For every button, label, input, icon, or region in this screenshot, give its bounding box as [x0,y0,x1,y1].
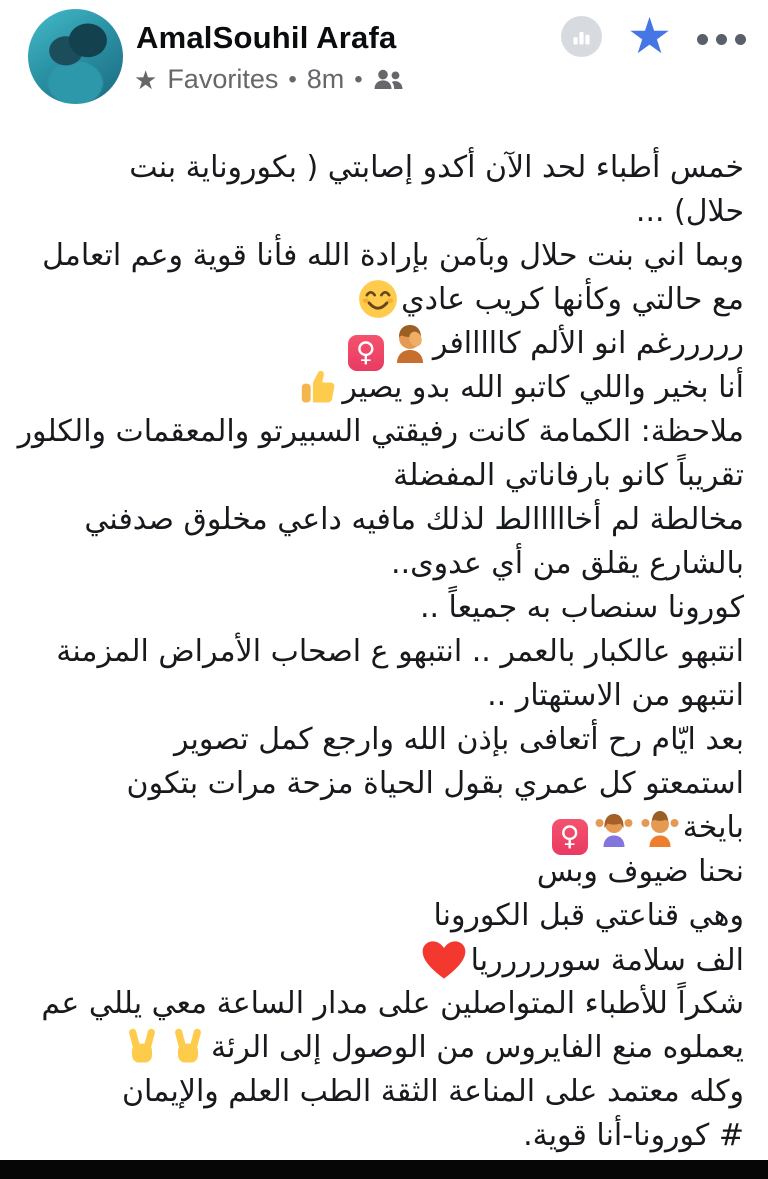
post-text-line: وهي قناعتي قبل الكورونا [433,898,744,933]
female-sign-emoji: ♀ [552,819,588,855]
post-text-line: مع حالتي وكأنها كريب عادي [4,278,744,322]
post-body [0,146,768,1158]
ellipsis-menu-icon[interactable] [697,28,746,45]
favorites-star-icon: ★ [134,64,158,95]
post-meta-row [134,64,404,95]
post-text-line: انتبهو عالكبار بالعمر .. انتبهو ع اصحاب الأمراض المزمنة [56,634,744,669]
post-text-line: شكراً للأطباء المتواصلين على مدار الساعة معي يللي عم [41,986,744,1021]
post-text-line: خمس أطباء لحد الآن أكدو إصابتي ( بكوروناية بنت [129,150,744,185]
post-text-line: حلال) ... [635,194,744,229]
post-text-line: يعملوه منع الفايروس من الوصول إلى الرئة [4,1026,744,1070]
post-text-line: انتبهو من الاستهتار .. [487,678,744,713]
post-text-line: بعد ايّام رح أتعافى بإذن الله وارجع كمل تصوير [173,722,744,757]
person-facepalming-emoji [390,323,430,363]
post-text-line: بايخة ♀ [4,806,744,850]
victory-hand-emoji [122,1027,162,1067]
meta-separator: • [354,65,363,93]
author-name[interactable]: AmalSouhil Arafa [136,20,397,55]
victory-hand-emoji [168,1027,208,1067]
woman-shrugging-emoji [594,807,634,847]
post-hashtag-line[interactable]: # كورونا-أنا قوية. [523,1118,744,1153]
device-bottom-bar [0,1160,768,1179]
post-text-line: رررررغم انو الألم كااااافر ♀ [4,322,744,366]
post-header [0,0,768,116]
post-text-line: أنا بخير واللي كاتبو الله بدو يصير [4,366,744,410]
smiling-face-with-smiling-eyes-emoji [358,279,398,319]
meta-separator: • [288,65,297,93]
favorites-label: Favorites [167,64,279,94]
insights-chart-icon[interactable] [561,16,602,57]
post-text-line: تقريباً كانو بارفاناتي المفضلة [393,458,744,493]
post-text-line: كورونا سنصاب به جميعاً .. [419,590,744,625]
person-shrugging-emoji [640,807,680,847]
post-text-line: بالشارع يقلق من أي عدوى.. [391,546,744,581]
post-text-line: وكله معتمد على المناعة الثقة الطب العلم والإيمان [121,1074,744,1109]
avatar[interactable] [28,9,123,104]
blue-star-icon[interactable]: ★ [627,7,672,65]
friends-audience-icon [373,68,404,92]
post-text-line: استمعتو كل عمري بقول الحياة مزحة مرات بتكون [126,766,744,801]
post-timestamp: 8m [306,64,345,94]
post-text-line: مخالطة لم أخااااالط لذلك مافيه داعي مخلوق صدفني [84,502,744,537]
header-actions [561,7,746,65]
female-sign-emoji: ♀ [348,335,384,371]
post-text-line: وبما اني بنت حلال وبآمن بإرادة الله فأنا قوية وعم اتعامل [42,238,744,273]
post-text-line: الف سلامة سوررررريا [4,938,744,982]
post-text-line: نحنا ضيوف وبس [536,854,744,889]
thumbs-up-emoji [299,367,339,407]
red-heart-emoji [420,938,468,982]
post-text-line: ملاحظة: الكمامة كانت رفيقتي السبيرتو والمعقمات والكلور [17,414,744,449]
